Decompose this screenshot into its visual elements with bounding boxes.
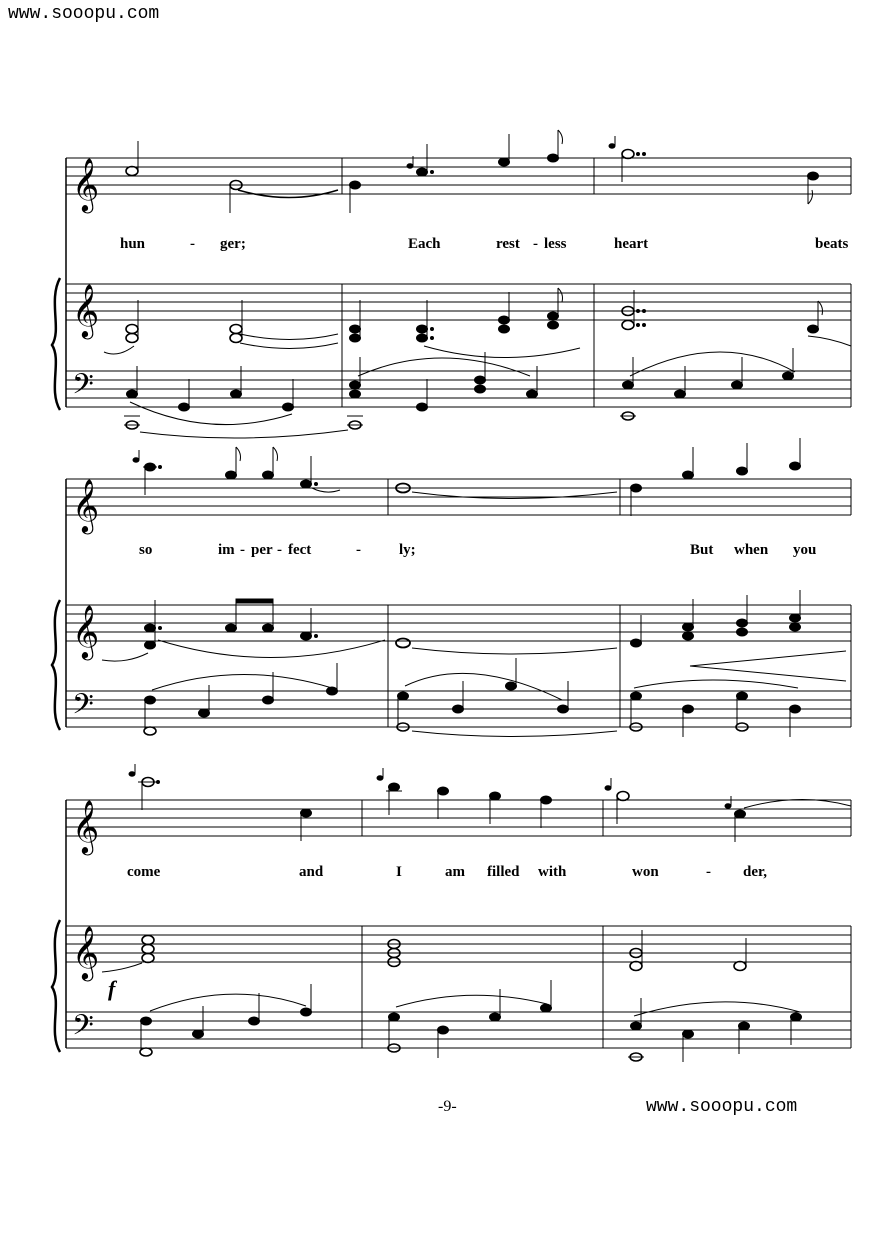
bass-clef-icon: 𝄢 xyxy=(72,688,94,728)
vocal-staff-3 xyxy=(66,800,851,1048)
piano-treble-notes-3 xyxy=(102,930,746,972)
bass-clef-icon: 𝄢 xyxy=(72,1009,94,1049)
watermark-top: www.sooopu.com xyxy=(8,4,160,24)
lyric-syllable: rest xyxy=(496,236,520,252)
lyric-syllable: - xyxy=(277,542,282,558)
lyric-syllable: and xyxy=(299,864,324,880)
dynamic-marking: f xyxy=(108,976,116,1001)
brace-icon xyxy=(52,278,60,410)
piano-treble-notes-2 xyxy=(102,590,846,681)
lyric-syllable: - xyxy=(356,542,361,558)
treble-clef-icon: 𝄞 xyxy=(72,925,100,979)
lyric-syllable: filled xyxy=(487,864,520,880)
vocal-notes-3 xyxy=(129,764,851,842)
lyric-syllable: im xyxy=(218,542,235,558)
piano-bass-staff-3 xyxy=(66,1012,851,1048)
lyric-syllable: hun xyxy=(120,236,146,252)
piano-bass-notes-2 xyxy=(144,658,801,737)
piano-bass-notes-1 xyxy=(124,348,795,438)
lyric-syllable: - xyxy=(533,236,538,252)
treble-clef-icon: 𝄞 xyxy=(72,157,100,211)
lyric-syllable: am xyxy=(445,864,465,880)
system-2 xyxy=(52,438,851,737)
watermark-bottom: www.sooopu.com xyxy=(646,1097,798,1117)
brace-icon xyxy=(52,920,60,1052)
treble-clef-icon: 𝄞 xyxy=(72,799,100,853)
piano-treble-notes-1 xyxy=(104,288,851,358)
lyric-syllable: less xyxy=(544,236,567,252)
lyric-syllable: Each xyxy=(408,236,441,252)
lyric-syllable: won xyxy=(632,864,659,880)
piano-bass-staff-1 xyxy=(66,371,851,407)
vocal-staff-2 xyxy=(66,479,851,727)
system-1 xyxy=(52,130,851,438)
lyric-syllable: so xyxy=(139,542,153,558)
lyric-syllable: - xyxy=(706,864,711,880)
treble-clef-icon: 𝄞 xyxy=(72,604,100,658)
lyric-syllable: fect xyxy=(288,542,312,558)
lyric-syllable: - xyxy=(190,236,195,252)
lyrics-row-2 xyxy=(139,542,816,558)
lyric-syllable: ger; xyxy=(220,236,246,252)
lyric-syllable: der, xyxy=(743,864,768,880)
brace-icon xyxy=(52,600,60,730)
vocal-notes-1 xyxy=(126,130,819,213)
lyric-syllable: heart xyxy=(614,236,649,252)
vocal-notes-2 xyxy=(133,438,801,516)
system-3 xyxy=(52,764,851,1062)
lyric-syllable: I xyxy=(396,864,402,880)
lyrics-row-1 xyxy=(120,236,848,252)
lyric-syllable: with xyxy=(538,864,567,880)
page-number: -9- xyxy=(438,1098,457,1115)
lyrics-row-3 xyxy=(127,864,767,880)
lyric-syllable: when xyxy=(734,542,769,558)
lyric-syllable: - xyxy=(240,542,245,558)
lyric-syllable: come xyxy=(127,864,161,880)
lyric-syllable: ly; xyxy=(399,542,416,558)
vocal-staff-1 xyxy=(66,158,851,407)
lyric-syllable: But xyxy=(690,542,714,558)
lyric-syllable: per xyxy=(251,542,273,558)
treble-clef-icon: 𝄞 xyxy=(72,283,100,337)
lyric-syllable: beats xyxy=(815,236,849,252)
bass-clef-icon: 𝄢 xyxy=(72,368,94,408)
treble-clef-icon: 𝄞 xyxy=(72,478,100,532)
lyric-syllable: you xyxy=(793,542,817,558)
